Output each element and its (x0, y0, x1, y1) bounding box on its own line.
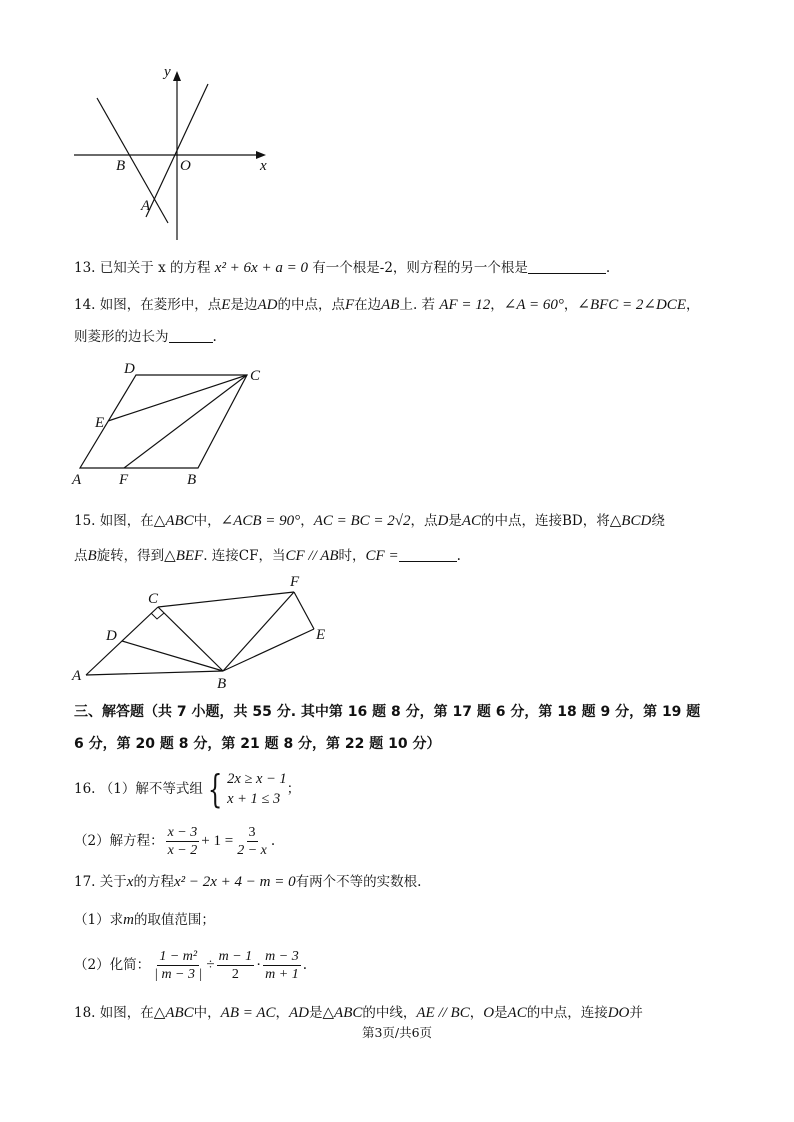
figure-rhombus (66, 358, 276, 490)
label-a: A (141, 198, 151, 214)
label-b: B (116, 158, 126, 174)
question-13: 13. 已知关于 x 的方程 x² + 6x + a = 0 有一个根是-2，则方程的另一个根是 . (74, 260, 611, 276)
fraction-1: $\frac{x - 3}{x - 2}$ (167, 824, 198, 858)
line-through-b (97, 98, 168, 223)
q16-number: 16. (74, 781, 96, 797)
page-footer: 第3页/共6页 (361, 1025, 433, 1040)
q15-answer-blank[interactable] (399, 547, 457, 562)
label-d: D (106, 628, 117, 644)
question-14-line-2: 则菱形的边长为 . (74, 329, 217, 345)
label-y: y (164, 64, 171, 80)
section-3-heading-line-1: 三、解答题（共 7 小题，共 55 分. 其中第 16 题 8 分，第 17 题 6 分，第 18 题 9 分，第 19 题 (74, 704, 701, 720)
q13-text-2: 有一个根是-2，则方程的另一个根是 (312, 260, 528, 276)
question-17-part-1: （1）求m的取值范围； (74, 912, 215, 928)
question-17: 17. 关于x的方程x² − 2x + 4 − m = 0有两个不等的实数根. (74, 874, 422, 890)
label-e: E (95, 415, 105, 431)
q13-answer-blank[interactable] (528, 259, 606, 274)
label-a: A (72, 472, 82, 488)
label-a: A (72, 668, 82, 684)
question-18: 18. 如图，在△ABC中，AB = AC，AD是△ABC的中线，AE // BC，O是AC的中点，连接DO并 (74, 1005, 643, 1021)
q14-number: 14. (74, 297, 96, 313)
q17-number: 17. (74, 874, 96, 890)
q15-number: 15. (74, 513, 96, 529)
q13-number: 13. (74, 260, 96, 276)
label-c: C (250, 368, 261, 384)
question-17-part-2: （2）化简： $\frac{\text{1 − m²}}{| m - 3 |}$ ÷ $\frac{m - 1}{2}$ · $\frac{m - 3}{m + 1}$ . (74, 948, 308, 982)
q14-answer-blank[interactable] (169, 328, 213, 343)
question-15-line-1: 15. 如图，在△ABC中，∠ACB = 90°，AC = BC = 2√2，点D是AC的中点，连接BD，将△BCD绕 (74, 513, 665, 529)
y-axis-arrow (173, 71, 181, 81)
question-16-part-2: （2）解方程： $\frac{x - 3}{x - 2}$ + 1 = $\frac{3}{2 - x}$ . (74, 824, 276, 858)
label-f: F (119, 472, 129, 488)
q13-equation: x² + 6x + a = 0 (214, 260, 308, 276)
label-b: B (217, 676, 227, 692)
q18-number: 18. (74, 1005, 96, 1021)
label-o: O (180, 158, 191, 174)
figure-coordinate-lines (70, 60, 280, 245)
q13-text: 已知关于 x 的方程 (99, 260, 211, 276)
inequality-system: { 2x ≥ x − 1 x + 1 ≤ 3 (207, 767, 287, 811)
label-f: F (290, 574, 300, 590)
fraction-2: $\frac{3}{2 - x}$ (237, 824, 267, 858)
fraction-a: $\frac{\text{1 − m²}}{| m - 3 |}$ (154, 948, 203, 982)
label-e: E (316, 627, 326, 643)
segment-fc (124, 375, 247, 468)
label-d: D (124, 361, 135, 377)
question-16-part-1: 16. （1）解不等式组 { 2x ≥ x − 1 x + 1 ≤ 3 ； (74, 767, 301, 811)
label-x: x (260, 158, 267, 174)
label-c: C (148, 591, 159, 607)
fraction-b: $\frac{m - 1}{2}$ (218, 948, 253, 982)
question-15-line-2: 点B旋转，得到△BEF. 连接CF，当CF // AB时，CF = . (74, 548, 461, 564)
right-angle-mark (151, 613, 164, 619)
section-3-heading-line-2: 6 分，第 20 题 8 分，第 21 题 8 分，第 22 题 10 分） (74, 736, 441, 752)
figure-rotation (66, 572, 346, 694)
fraction-c: $\frac{m - 3}{m + 1}$ (265, 948, 299, 982)
label-b: B (187, 472, 197, 488)
rhombus-outline (80, 375, 247, 468)
question-14-line-1: 14. 如图，在菱形中，点E是边AD的中点，点F在边AB上. 若 AF = 12，∠A = 60°，∠BFC = 2∠DCE， (74, 297, 700, 313)
